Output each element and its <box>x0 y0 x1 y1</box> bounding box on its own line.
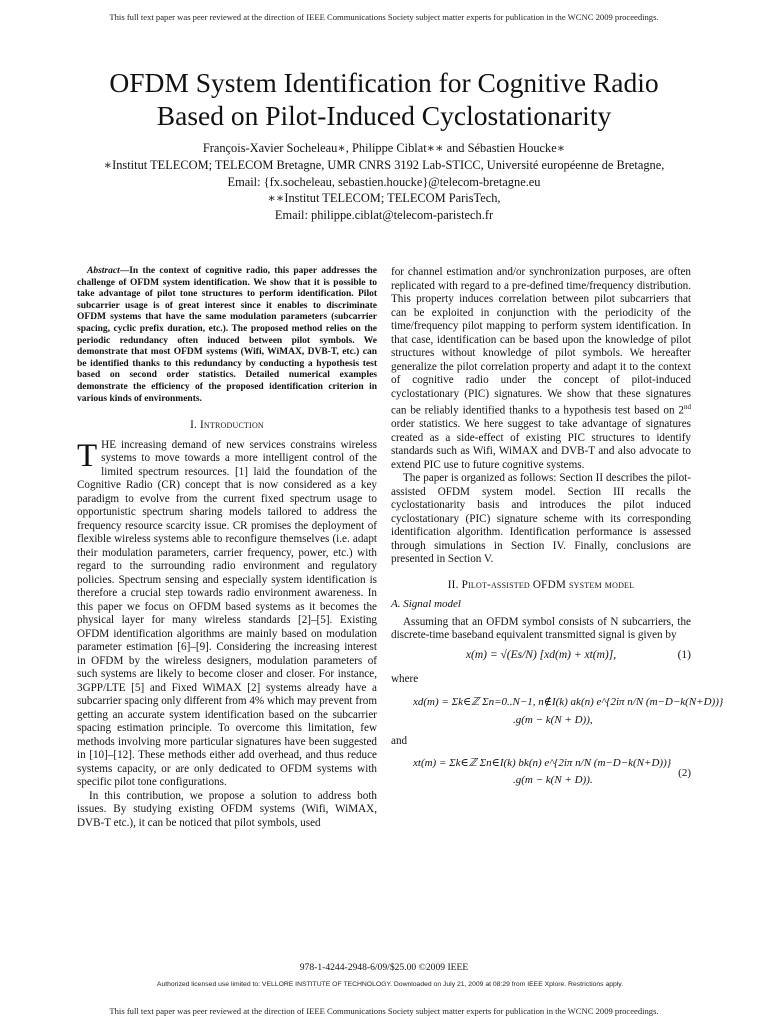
email-1: Email: {fx.socheleau, sebastien.houcke}@telecom-bretagne.eu <box>227 174 541 189</box>
section-1-heading <box>77 419 377 433</box>
author-block <box>40 140 728 224</box>
equation-xt-line-1: xt(m) = Σk∈ℤ Σn∈I(k) bk(n) e^{2iπ n/N (m−D−k(N+D))} <box>413 756 672 769</box>
equation-1 <box>391 643 691 673</box>
section-2-heading <box>391 579 691 593</box>
equation-2-number: (2) <box>678 766 691 779</box>
section-2-title: II. Pilot-assisted OFDM system model <box>447 578 635 591</box>
footer-notice: This full text paper was peer reviewed at the direction of IEEE Communications Society subject matter experts for publication in the WCNC 2009 proceedings. <box>109 1006 659 1016</box>
title-line-2: Based on Pilot-Induced Cyclostationarity <box>156 100 612 131</box>
superscript-nd: nd <box>684 403 691 411</box>
email-2: Email: philippe.ciblat@telecom-paristech.fr <box>274 208 494 223</box>
paper-title <box>40 66 728 132</box>
equation-xd-line-1: xd(m) = Σk∈ℤ Σn=0..N−1, n∉I(k) ak(n) e^{2iπ n/N (m−D−k(N+D))} <box>413 696 724 709</box>
intro-paragraph-2: In this contribution, we propose a solution to address both issues. By studying existing OFDM systems (Wifi, WiMAX, DVB-T etc.), it can be noticed that pilot symbols, used <box>77 789 377 829</box>
license-notice: Authorized licensed use limited to: VELLORE INSTITUTE OF TECHNOLOGY. Downloaded on July 21, 2009 at 08:29 from IEEE Xplore. Restrictions apply. <box>156 981 624 988</box>
abstract-label: Abstract <box>87 266 120 276</box>
equation-xd <box>413 696 724 727</box>
isbn-footer: 978-1-4244-2948-6/09/$25.00 ©2009 IEEE <box>299 962 469 973</box>
equation-1-body: x(m) = √(Es/N) [xd(m) + xt(m)], <box>465 648 617 661</box>
section-1-title: I. Introduction <box>190 419 264 432</box>
abstract-text: —In the context of cognitive radio, this paper addresses the challenge of OFDM system identification. We show that it is possible to take advantage of pilot tone structures to perform identification. Pilot subcarrier usage is of great interest since it enables to discriminate OFDM systems that have the same modulation parameters (subcarrier spacing, cyclic prefix duration, etc.). The proposed method relies on the periodic redundancy often induced between pilot symbols. We demonstrate that most OFDM systems (Wifi, WiMAX, DVB-T, etc.) can be identified thanks to this redundancy by conducting a hypothesis test based on second order statistics. Detailed numerical examples demonstrate the efficiency of the proposed identification criterion in various kinds of environments. <box>77 266 377 404</box>
equation-1-number: (1) <box>677 648 691 661</box>
intro-paragraph-1 <box>77 439 377 790</box>
equation-xt-line-2: .g(m − k(N + D)). <box>513 774 593 787</box>
right-paragraph-2: The paper is organized as follows: Section II describes the pilot-assisted OFDM system model. Section III recalls the cyclostationarity basis and introduces the pilot induced cyclostationary (PIC) signature scheme with its corresponding identification algorithm. Identification performance is assessed through simulations in Section IV. Finally, conclusions are presented in Section V. <box>391 472 691 566</box>
where-label: where <box>391 672 419 685</box>
abstract <box>77 266 377 405</box>
right-column <box>391 266 724 788</box>
affiliation-2: ∗∗Institut TELECOM; TELECOM ParisTech, <box>267 191 501 206</box>
subsection-a-heading: A. Signal model <box>391 598 461 611</box>
affiliation-1: ∗Institut TELECOM; TELECOM Bretagne, UMR CNRS 3192 Lab-STICC, Université européenne de Bretagne, <box>103 157 665 172</box>
right-paragraph-1a: for channel estimation and/or synchronization purposes, are often replicated with regard to a pre-defined time/frequency distribution. This property induces correlation between pilot subcarriers that can be exploited in conjunction with the periodicity of the time/frequency pilot mapping to perform system identification. In that case, identification can be based upon the knowledge of pilot structures without knowledge of pilot symbols. We hereafter generalize the pilot correlation property and adapt it to the context of cognitive radio under the concept of pilot-induced cyclostationary (PIC) signatures. We show that these signatures can be reliably identified thanks to a hypothesis test based on 2 <box>391 266 691 417</box>
header-notice: This full text paper was peer reviewed at the direction of IEEE Communications Society subject matter experts for publication in the WCNC 2009 proceedings. <box>109 12 659 22</box>
title-line-1: OFDM System Identification for Cognitive Radio <box>109 67 659 98</box>
right-paragraph-1b: order statistics. We here suggest to take advantage of signatures created as a side-effect of existing PIC structures to identify standards such as Wifi, WiMAX and DVB-T and also advocate to extend PIC use to future cognitive systems. <box>391 418 691 471</box>
equation-xd-line-2: .g(m − k(N + D)), <box>513 713 593 726</box>
dropcap-letter: T <box>77 437 98 474</box>
left-column <box>77 266 377 830</box>
right-paragraph-3: Assuming that an OFDM symbol consists of N subcarriers, the discrete-time baseband equivalent transmitted signal is given by <box>391 615 691 642</box>
and-label: and <box>391 735 408 748</box>
equation-xt <box>413 757 691 788</box>
author-names: François-Xavier Socheleau∗, Philippe Ciblat∗∗ and Sébastien Houcke∗ <box>202 141 566 155</box>
intro-paragraph-1-text: HE increasing demand of new services constrains wireless systems to move towards a more intelligent control of the limited spectrum resources. [1] laid the foundation of the Cognitive Radio (CR) concept that is now considered as a key paradigm to evolve from the current fixed spectrum usage to opportunistic spectrum sharing models tailored to address the frequency resource scarcity issue. CR promises the deployment of flexible wireless systems able to reconfigure themselves (i.e. adapt their modulation parameters, carrier frequency, power, etc.) with regard to the surrounding radio environment and regulatory policies. Spectrum sensing and especially system identification is therefore a crucial step towards radio environment awareness. In this paper we focus on OFDM based systems as it becomes the physical layer for many wireless standards [2]–[5]. Existing OFDM identification algorithms are mainly based on modulation parameter estimation [6]–[9]. Considering the increasing interest in OFDM by the wireless designers, modulation parameters of such systems are likely to become closer and closer. For instance, 3GPP/LTE [5] and Fixed WiMAX [2] systems already have a subcarrier spacing only different from 4% which may prevent from getting an accurate system identification based on the subcarrier spacing estimation principle. To overcome this limitation, few methods involving more particular signatures have been suggested in [10]–[12]. These methods either add overhead, and thus reduce systems capacity, or are only dedicated to OFDM systems with specific pilot tone configurations. <box>77 438 377 789</box>
right-paragraph-1 <box>391 266 691 472</box>
